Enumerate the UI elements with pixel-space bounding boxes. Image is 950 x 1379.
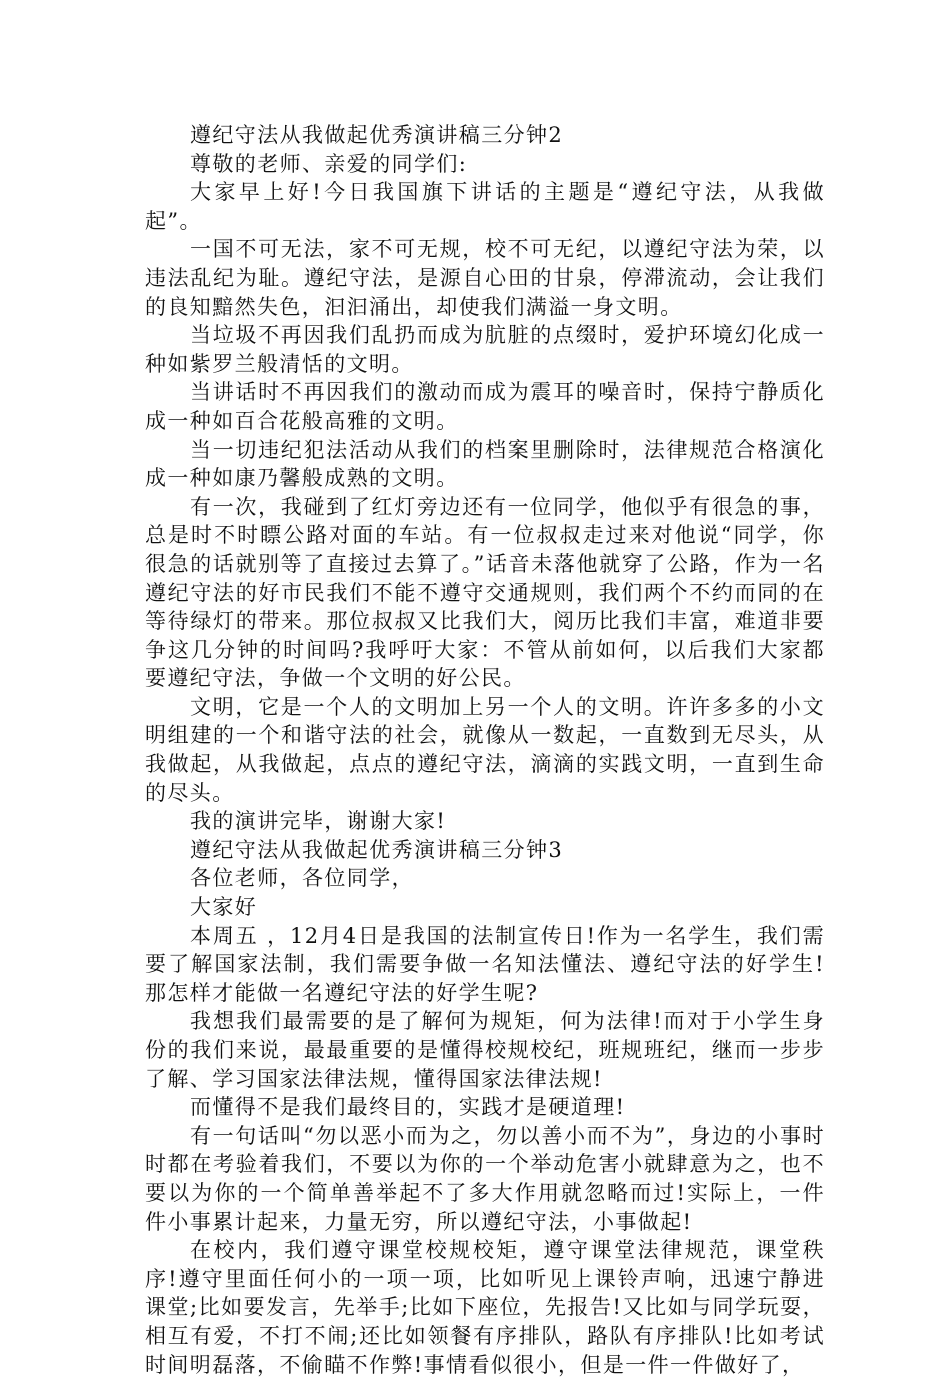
paragraph: 本周五 ，12月4日是我国的法制宣传日!作为一名学生，我们需要了解国家法制，我们需要争做一名知法懂法、遵纪守法的好学生!那怎样才能做一名遵纪守法的好学生呢? xyxy=(145,923,825,1005)
speech-title-2: 遵纪守法从我做起优秀演讲稿三分钟2 xyxy=(190,123,564,147)
closing-line: 我的演讲完毕，谢谢大家! xyxy=(190,809,447,834)
document-body xyxy=(145,121,825,1379)
paragraph: 有一次，我碰到了红灯旁边还有一位同学，他似乎有很急的事，总是时不时瞟公路对面的车站。有一位叔叔走过来对他说“同学，你很急的话就别等了直接过去算了。”话音未落他就穿了公路，作为一名遵纪守法的好市民我们不能不遵守交通规则，我们两个不约而同的在等待绿灯的带来。那位叔叔又比我们大，阅历比我们丰富，难道非要争这几分钟的时间吗?我呼吁大家：不管从前如何，以后我们大家都要遵纪守法，争做一个文明的好公民。 xyxy=(145,494,825,691)
paragraph: 有一句话叫“勿以恶小而为之，勿以善小而不为”，身边的小事时时都在考验着我们，不要以为你的一个举动危害小就肆意为之，也不要以为你的一个简单善举起不了多大作用就忽略而过!实际上，一件件小事累计起来，力量无穷，所以遵纪守法，小事做起! xyxy=(145,1123,825,1234)
paragraph: 当讲话时不再因我们的激动而成为震耳的噪音时，保持宁静质化成一种如百合花般高雅的文明。 xyxy=(145,380,825,433)
paragraph: 而懂得不是我们最终目的，实践才是硬道理! xyxy=(190,1095,626,1120)
salutation: 各位老师，各位同学， xyxy=(190,866,414,891)
paragraph: 我想我们最需要的是了解何为规矩，何为法律!而对于小学生身份的我们来说，最最重要的是懂得校规校纪，班规班纪，继而一步步了解、学习国家法律法规，懂得国家法律法规! xyxy=(145,1009,825,1091)
greeting: 大家好 xyxy=(190,895,258,920)
speech-title-3: 遵纪守法从我做起优秀演讲稿三分钟3 xyxy=(190,837,564,862)
salutation: 尊敬的老师、亲爱的同学们: xyxy=(190,151,468,176)
paragraph: 文明，它是一个人的文明加上另一个人的文明。许许多多的小文明组建的一个和谐守法的社会，就像从一数起，一直数到无尽头，从我做起，从我做起，点点的遵纪守法，滴滴的实践文明，一直到生命的尽头。 xyxy=(145,694,825,805)
paragraph: 当垃圾不再因我们乱扔而成为肮脏的点缀时，爱护环境幻化成一种如紫罗兰般清恬的文明。 xyxy=(145,323,825,376)
paragraph: 在校内，我们遵守课堂校规校矩，遵守课堂法律规范，课堂秩序!遵守里面任何小的一项一项，比如听见上课铃声响，迅速宁静进课堂;比如要发言，先举手;比如下座位，先报告!又比如与同学玩耍，相互有爱，不打不闹;还比如领餐有序排队，路队有序排队!比如考试时间明磊落，不偷瞄不作弊!事情看似很小，但是一件一件做好了， xyxy=(145,1238,825,1377)
paragraph: 大家早上好!今日我国旗下讲话的主题是“遵纪守法，从我做起”。 xyxy=(145,180,825,233)
paragraph: 当一切违纪犯法活动从我们的档案里删除时，法律规范合格演化成一种如康乃馨般成熟的文明。 xyxy=(145,437,825,491)
paragraph: 一国不可无法，家不可无规，校不可无纪，以遵纪守法为荣，以违法乱纪为耻。遵纪守法，是源自心田的甘泉，停滞流动，会让我们的良知黯然失色，汩汩涌出，却使我们满溢一身文明。 xyxy=(145,237,825,319)
